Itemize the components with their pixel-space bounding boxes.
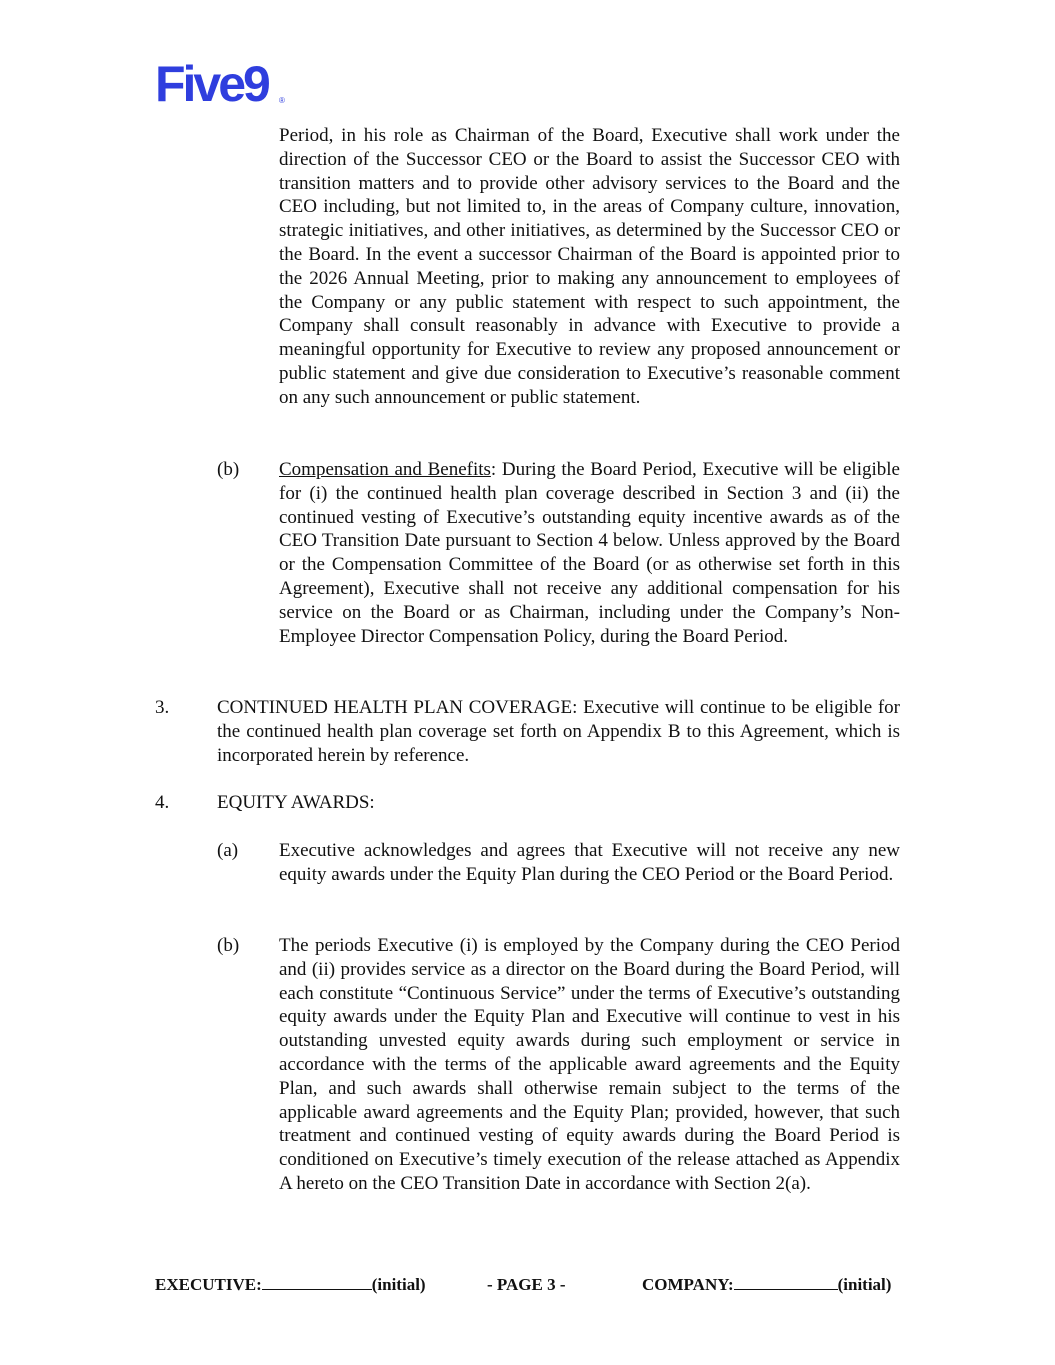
logo-text: Five9: [155, 56, 268, 112]
paragraph-2a-continuation: Period, in his role as Chairman of the Board, Executive shall work under the direction of the Successor CEO or the Board to assist the Successor CEO with transition matters and to provide other advisory services to the Board and the CEO including, but not limited to, in the areas of Company culture, innovation, strategic initiatives, and other initiatives, as determined by the Successor CEO or the Board. In the event a successor Chairman of the Board is appointed prior to the 2026 Annual Meeting, prior to making any announcement to employees of the Company or any public statement with respect to such appointment, the Company shall consult reasonably in advance with Executive to provide a meaningful opportunity for Executive to review any proposed announcement or public statement and give due consideration to Executive’s reasonable comment on any such announcement or public statement.: [279, 125, 900, 408]
paragraph-4b: The periods Executive (i) is employed by the Company during the CEO Period and (ii) provides service as a director on the Board during the Board Period, will each constitute “Continuous Service” under the terms of Executive’s outstanding equity awards under the Equity Plan and Executive will continue to vest in his outstanding unvested equity awards during such employment or service in accordance with the terms of the applicable award agreements and the Equity Plan, and such awards shall otherwise remain subject to the terms of the applicable award agreements and the Equity Plan; provided, however, that such treatment and continued vesting of equity awards during the Board Period is conditioned on Executive’s timely execution of the release attached as Appendix A hereto on the CEO Transition Date in accordance with Section 2(a).: [279, 935, 900, 1194]
footer-page-number: - PAGE 3 -: [487, 1275, 566, 1294]
footer-company: [642, 1274, 891, 1296]
label-4b: (b): [217, 935, 240, 956]
heading-equity-awards: EQUITY AWARDS:: [217, 792, 375, 813]
footer-company-initial: (initial): [837, 1275, 892, 1294]
company-initial-line: [734, 1274, 838, 1290]
label-2b: (b): [217, 459, 240, 480]
paragraph-section-3: CONTINUED HEALTH PLAN COVERAGE: Executive will continue to be eligible for the continued health plan coverage set forth on Appendix B to this Agreement, which is incorporated herein by reference.: [217, 697, 900, 766]
heading-compensation-and-benefits: Compensation and Benefits: [279, 459, 491, 480]
footer-company-label: COMPANY:: [642, 1275, 734, 1294]
label-section-3: 3.: [155, 697, 170, 718]
executive-initial-line: [262, 1274, 372, 1290]
label-4a: (a): [217, 840, 239, 861]
paragraph-2b-text: : During the Board Period, Executive will be eligible for (i) the continued health plan coverage described in Section 3 and (ii) the continued vesting of Executive’s outstanding equity incentive awards as of the CEO Transition Date pursuant to Section 4 below. Unless approved by the Board or the Compensation Committee of the Board (or as otherwise set forth in this Agreement), Executive shall not receive any additional compensation for his service on the Board or as Chairman, including under the Company’s Non-Employee Director Compensation Policy, during the Board Period.: [279, 459, 900, 647]
five9-logo: [155, 56, 285, 112]
paragraph-2b: [279, 458, 900, 648]
paragraph-4a: Executive acknowledges and agrees that Executive will not receive any new equity awards under the Equity Plan during the CEO Period or the Board Period.: [279, 840, 900, 885]
label-section-4: 4.: [155, 792, 170, 813]
footer-executive-initial: (initial): [371, 1275, 426, 1294]
logo-registered-mark: ®: [279, 96, 285, 105]
footer-executive: [155, 1274, 426, 1296]
footer-executive-label: EXECUTIVE:: [155, 1275, 262, 1294]
